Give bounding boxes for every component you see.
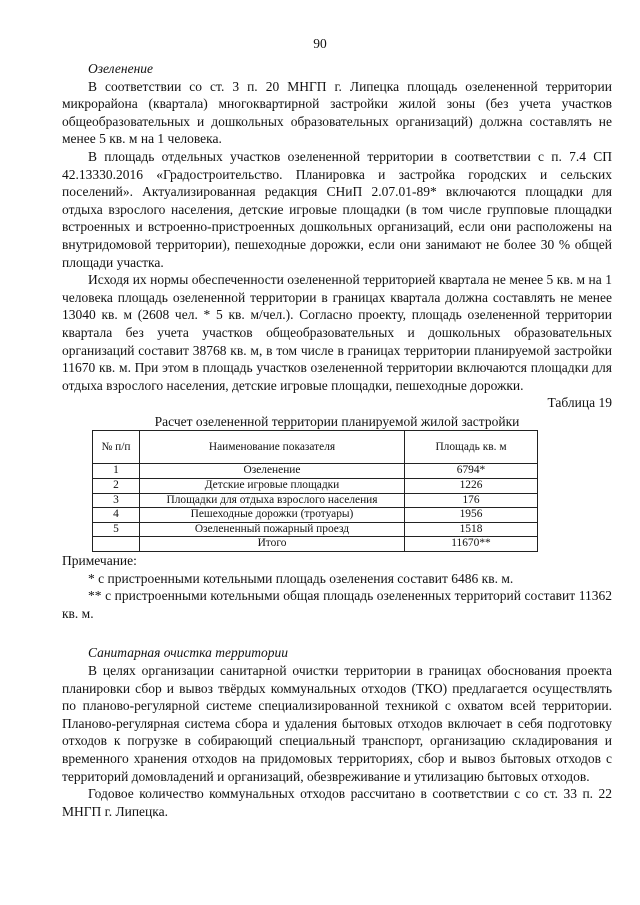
table-row: [93, 493, 538, 508]
table-header-row: [93, 431, 538, 464]
cell-num: 1: [93, 464, 140, 479]
cell-area: 176: [405, 493, 538, 508]
spacer: [62, 622, 612, 644]
cell-name: Озелененный пожарный проезд: [140, 522, 405, 537]
cell-name: Пешеходные дорожки (тротуары): [140, 508, 405, 523]
cell-area: 1956: [405, 508, 538, 523]
paragraph: Годовое количество коммунальных отходов рассчитано в соответствии с со ст. 33 п. 22 МНГП г. Липецка.: [62, 786, 612, 819]
note-1: * с пристроенными котельными площадь озеленения составит 6486 кв. м.: [88, 570, 514, 586]
cell-name: Озеленение: [140, 464, 405, 479]
header-name: Наименование показателя: [140, 431, 405, 464]
header-num: № п/п: [93, 431, 140, 464]
cell-total-area: 11670**: [405, 537, 538, 552]
header-area: Площадь кв. м: [405, 431, 538, 464]
table-row: [93, 464, 538, 479]
cell-num: [93, 537, 140, 552]
paragraph: Исходя их нормы обеспеченности озелененной территорией квартала не менее 5 кв. м на 1 человека площадь озелененной территории в границах квартала должна составлять не менее 13040 кв. м (2608 чел. * 5 кв. м/чел.). Согласно проекту, площадь озелененной территории квартала без учета участков общеобразовательных и дошкольных образовательных организаций составит 38768 кв. м, в том числе в границах территории планируемой застройки 11670 кв. м. При этом в площадь участков озелененной территории включаются площадки для отдыха взрослого населения, детские игровые площадки, пешеходные дорожки.: [62, 272, 612, 393]
cell-num: 2: [93, 479, 140, 494]
table-row: [93, 508, 538, 523]
notes-title: Примечание:: [62, 553, 137, 569]
cell-num: 3: [93, 493, 140, 508]
table-total-row: [93, 537, 538, 552]
paragraph: В целях организации санитарной очистки территории в границах обоснования проекта планировки сбор и вывоз твёрдых коммунальных отходов (ТКО) предлагается осуществлять по планово-регулярной системе специализированной техникой с охватом всей территории. Планово-регулярная система сбора и удаления бытовых отходов включает в себя подготовку отходов к погрузке в собирающий специальный транспорт, организацию складирования и временного хранения отходов на придомовых территориях, сбор и вывоз бытовых отходов с территорий домовладений и организаций, обезвреживание и утилизацию бытовых отходов.: [62, 663, 612, 784]
cell-area: 1226: [405, 479, 538, 494]
cell-area: 6794*: [405, 464, 538, 479]
paragraph: В площадь отдельных участков озелененной территории в соответствии с п. 7.4 СП 42.13330.2016 «Градостроительство. Планировка и застройка городских и сельских поселений». Актуализированная редакция СНиП 2.07.01-89* включаются площадки для отдыха взрослого населения, детские игровые площадки (в том числе групповые площадки встроенных и встроенно-пристроенных дошкольных организаций, если они расположены на внутридомовой территории), пешеходные дорожки, если они занимают не более 30 % общей площади участка.: [62, 148, 612, 270]
cell-total-label: Итого: [140, 537, 405, 552]
table-label: Таблица 19: [547, 395, 612, 411]
section-heading-sanitation: Санитарная очистка территории: [88, 645, 288, 661]
table-row: [93, 522, 538, 537]
cell-num: 4: [93, 508, 140, 523]
cell-name: Площадки для отдыха взрослого населения: [140, 493, 405, 508]
cell-area: 1518: [405, 522, 538, 537]
cell-name: Детские игровые площадки: [140, 479, 405, 494]
note-2: ** с пристроенными котельными общая площадь озелененных территорий составит 11362 кв. м.: [62, 588, 612, 621]
page-number: 90: [313, 36, 327, 51]
green-area-table: [92, 430, 538, 552]
section-heading-greening: Озеленение: [88, 61, 154, 76]
table-row: [93, 479, 538, 494]
page-content: [62, 60, 612, 820]
cell-num: 5: [93, 522, 140, 537]
paragraph: В соответствии со ст. 3 п. 20 МНГП г. Липецка площадь озелененной территории микрорайона (квартала) многоквартирной застройки жилой зоны (без учета участков общеобразовательных и дошкольных образовательных организаций) должна составлять не менее 5 кв. м на 1 человека.: [62, 78, 612, 147]
table-title: Расчет озелененной территории планируемой жилой застройки: [154, 413, 520, 429]
